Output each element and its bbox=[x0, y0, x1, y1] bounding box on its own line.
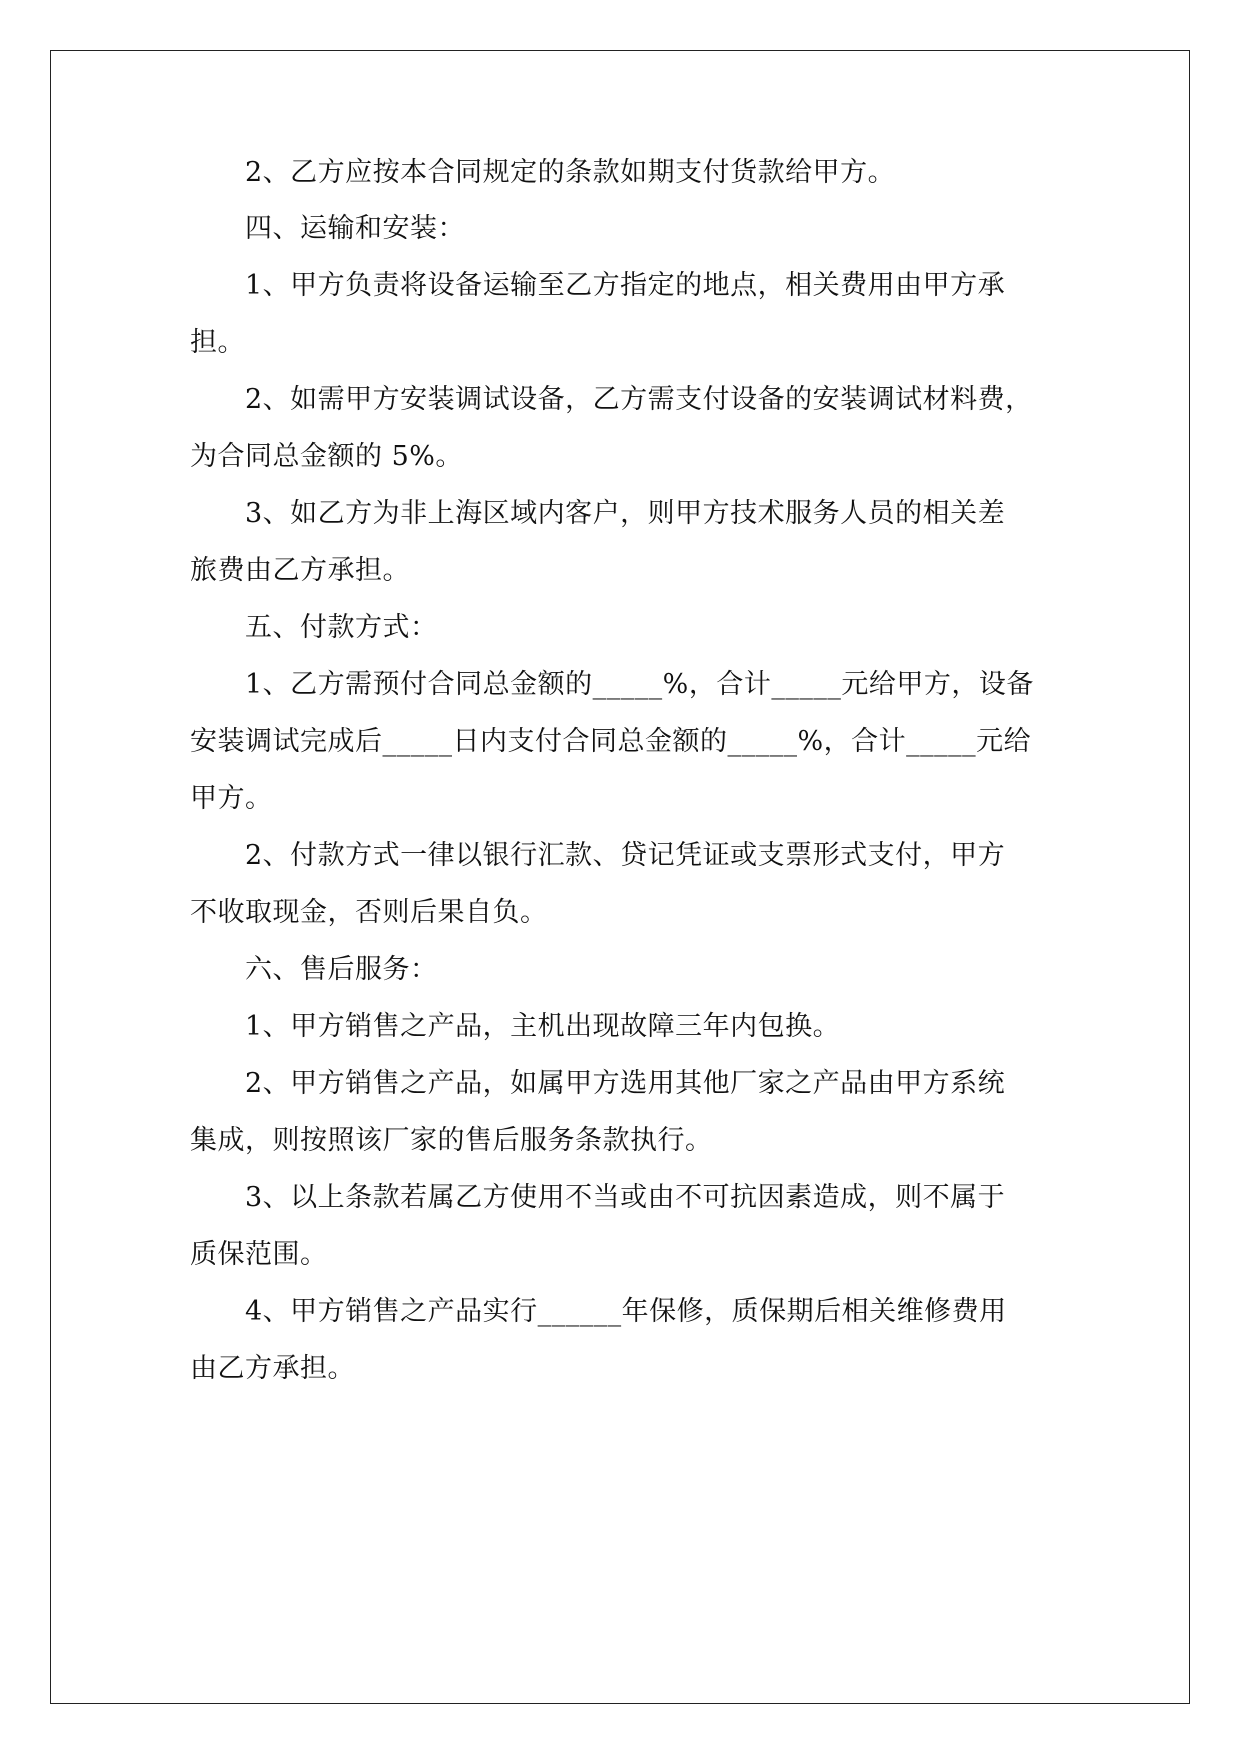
section-heading: 四、运输和安装： bbox=[245, 213, 465, 244]
paragraph-line: 旅费由乙方承担。 bbox=[190, 555, 410, 586]
paragraph-line: 担。 bbox=[190, 327, 245, 358]
paragraph-line: 3、以上条款若属乙方使用不当或由不可抗因素造成，则不属于 bbox=[245, 1182, 1006, 1213]
paragraph-line: 2、付款方式一律以银行汇款、贷记凭证或支票形式支付，甲方 bbox=[245, 840, 1006, 871]
paragraph-line: 2、乙方应按本合同规定的条款如期支付货款给甲方。 bbox=[245, 157, 896, 188]
paragraph-line: 2、如需甲方安装调试设备，乙方需支付设备的安装调试材料费， bbox=[245, 384, 1033, 415]
section-heading: 五、付款方式： bbox=[245, 612, 438, 643]
paragraph-line: 质保范围。 bbox=[190, 1239, 328, 1270]
paragraph-line: 1、甲方负责将设备运输至乙方指定的地点，相关费用由甲方承 bbox=[245, 270, 1006, 301]
paragraph-line: 由乙方承担。 bbox=[190, 1353, 355, 1384]
paragraph-line: 1、甲方销售之产品，主机出现故障三年内包换。 bbox=[245, 1011, 841, 1042]
paragraph-line: 2、甲方销售之产品，如属甲方选用其他厂家之产品由甲方系统 bbox=[245, 1068, 1006, 1099]
section-heading: 六、售后服务： bbox=[245, 954, 438, 985]
paragraph-line: 为合同总金额的 5%。 bbox=[190, 441, 463, 472]
paragraph-line: 3、如乙方为非上海区域内客户，则甲方技术服务人员的相关差 bbox=[245, 498, 1006, 529]
paragraph-line: 安装调试完成后_____日内支付合同总金额的_____%，合计_____元给 bbox=[190, 726, 1032, 757]
paragraph-line: 甲方。 bbox=[190, 783, 273, 814]
paragraph-line: 4、甲方销售之产品实行______年保修，质保期后相关维修费用 bbox=[245, 1296, 1007, 1327]
paragraph-line: 1、乙方需预付合同总金额的_____%，合计_____元给甲方，设备 bbox=[245, 669, 1034, 700]
paragraph-line: 不收取现金，否则后果自负。 bbox=[190, 897, 548, 928]
paragraph-line: 集成，则按照该厂家的售后服务条款执行。 bbox=[190, 1125, 713, 1156]
